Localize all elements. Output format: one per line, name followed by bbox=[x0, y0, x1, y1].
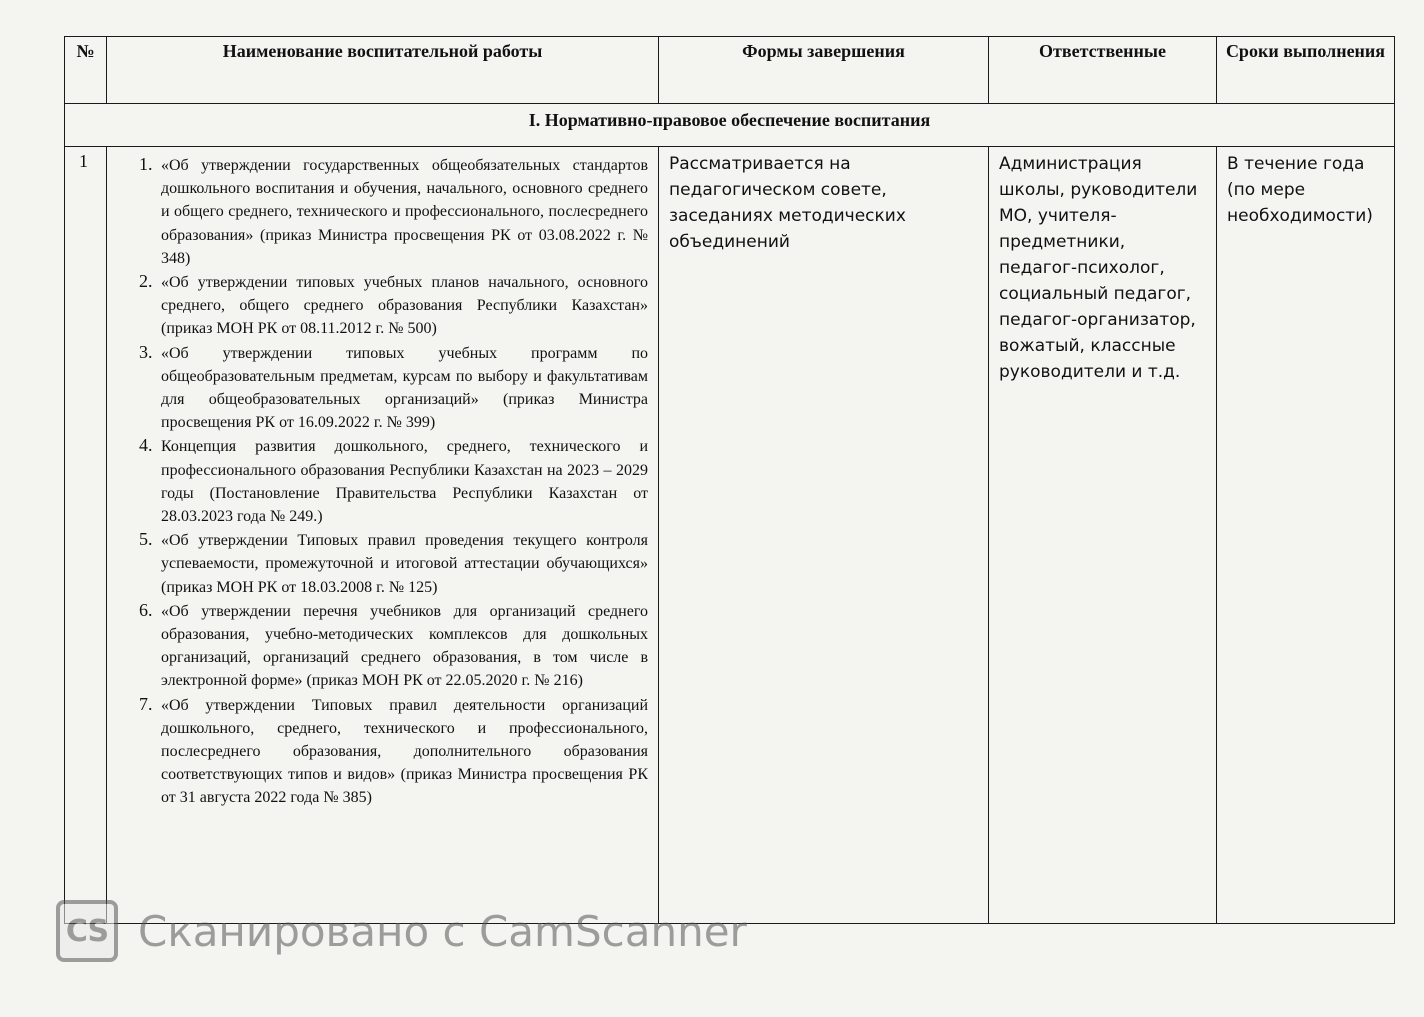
row-items-cell bbox=[107, 147, 659, 924]
document-list bbox=[107, 147, 658, 810]
header-name: Наименование воспитательной работы bbox=[107, 37, 659, 104]
camscanner-logo-icon: CS bbox=[56, 900, 118, 962]
section-row bbox=[65, 104, 1395, 147]
watermark-text: Сканировано с CamScanner bbox=[138, 906, 747, 956]
header-num: № bbox=[65, 37, 107, 104]
list-item: 7. «Об утверждении Типовых правил деятельности организаций дошкольного, среднего, технического и профессионального, послесреднего образования, дополнительного образования соответствующих типов и видов» (приказ Министра просвещения РК от 31 августа 2022 года № 385) bbox=[157, 693, 648, 810]
row-forms: Рассматривается на педагогическом совете, заседаниях методических объединений bbox=[659, 147, 989, 924]
row-number: 1 bbox=[65, 147, 107, 924]
header-deadline: Сроки выполнения bbox=[1217, 37, 1395, 104]
list-item: 5. «Об утверждении Типовых правил проведения текущего контроля успеваемости, промежуточной и итоговой аттестации обучающихся» (приказ МОН РК от 18.03.2008 г. № 125) bbox=[157, 528, 648, 599]
header-responsible: Ответственные bbox=[989, 37, 1217, 104]
list-item: 6. «Об утверждении перечня учебников для организаций среднего образования, учебно-методических комплексов для дошкольных организаций, организаций среднего образования, в том числе в электронной форме» (приказ МОН РК от 22.05.2020 г. № 216) bbox=[157, 599, 648, 693]
camscanner-watermark bbox=[56, 900, 747, 962]
list-item: 1. «Об утверждении государственных общеобязательных стандартов дошкольного воспитания и обучения, начального, основного среднего и общего среднего, технического и профессионального, послесреднего образования» (приказ Министра просвещения РК от 03.08.2022 г. № 348) bbox=[157, 153, 648, 270]
header-forms: Формы завершения bbox=[659, 37, 989, 104]
row-responsible: Администрация школы, руководители МО, учителя-предметники, педагог-психолог, социальный педагог, педагог-организатор, вожатый, классные руководители и т.д. bbox=[989, 147, 1217, 924]
list-item: 4. Концепция развития дошкольного, среднего, технического и профессионального образования Республики Казахстан на 2023 – 2029 годы (Постановление Правительства Республики Казахстан от 28.03.2023 года № 249.) bbox=[157, 434, 648, 528]
education-plan-table bbox=[64, 36, 1395, 924]
list-item: 3. «Об утверждении типовых учебных программ по общеобразовательным предметам, курсам по выбору и факультативам для общеобразовательных организаций» (приказ Министра просвещения РК от 16.09.2022 г. № 399) bbox=[157, 341, 648, 435]
table-header-row bbox=[65, 37, 1395, 104]
row-deadline: В течение года (по мере необходимости) bbox=[1217, 147, 1395, 924]
list-item: 2. «Об утверждении типовых учебных планов начального, основного среднего, общего среднего образования Республики Казахстан» (приказ МОН РК от 08.11.2012 г. № 500) bbox=[157, 270, 648, 341]
table-row bbox=[65, 147, 1395, 924]
section-title: I. Нормативно-правовое обеспечение воспитания bbox=[65, 104, 1395, 147]
